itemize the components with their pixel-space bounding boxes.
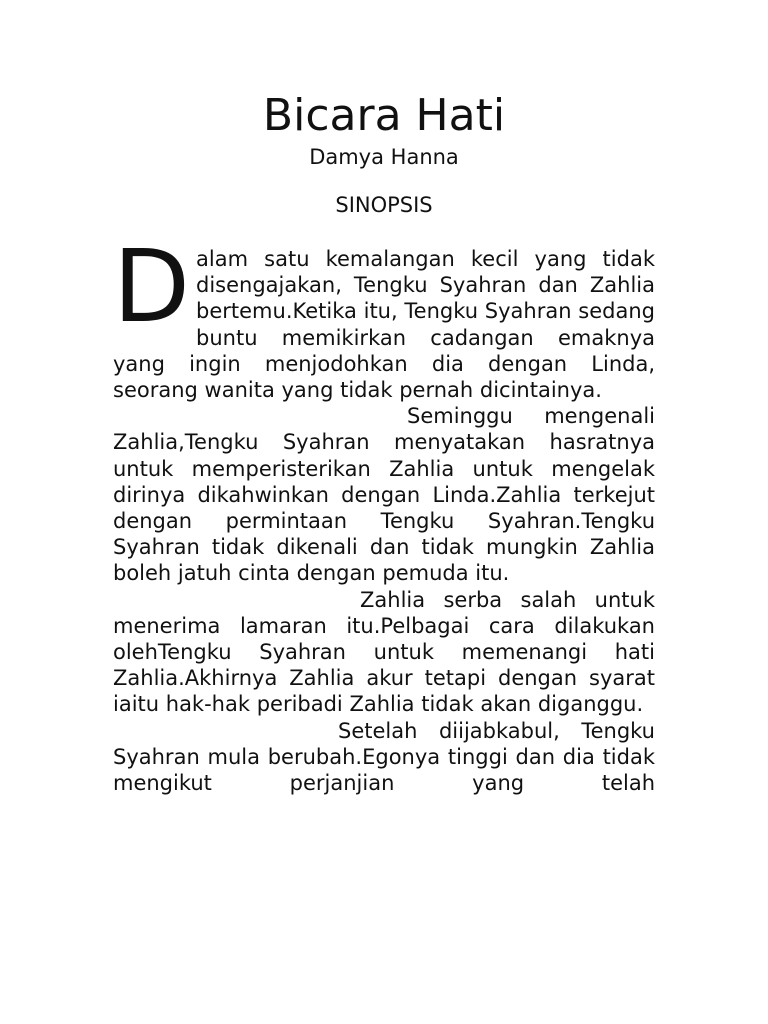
document-author: Damya Hanna [309,145,459,169]
document-body [113,228,655,796]
paragraph-1 [113,228,655,403]
paragraph-1-text: alam satu kemalangan kecil yang tidak disengajakan, Tengku Syahran dan Zahlia bertemu.Ketika itu, Tengku Syahran sedang buntu memikirkan cadangan emaknya yang ingin menjodohkan dia dengan Linda, seorang wanita yang tidak pernah dicintainya. [113,247,655,403]
paragraph-3: Zahlia serba salah untuk menerima lamaran itu.Pelbagai cara dilakukan olehTengku Syahran untuk memenangi hati Zahlia.Akhirnya Zahlia akur tetapi dengan syarat iaitu hak-hak peribadi Zahlia tidak akan diganggu. [113,587,655,717]
paragraph-4: Setelah diijabkabul, Tengku Syahran mula berubah.Egonya tinggi dan dia tidak mengikut perjanjian yang telah [113,718,655,796]
document-title: Bicara Hati [262,90,506,141]
section-heading: SINOPSIS [335,193,433,217]
paragraph-2: Seminggu mengenali Zahlia,Tengku Syahran menyatakan hasratnya untuk memperisterikan Zahlia untuk mengelak dirinya dikahwinkan dengan Linda.Zahlia terkejut dengan permintaan Tengku Syahran.Tengku Syahran tidak dikenali dan tidak mungkin Zahlia boleh jatuh cinta dengan pemuda itu. [113,404,655,586]
drop-cap: D [113,228,191,345]
